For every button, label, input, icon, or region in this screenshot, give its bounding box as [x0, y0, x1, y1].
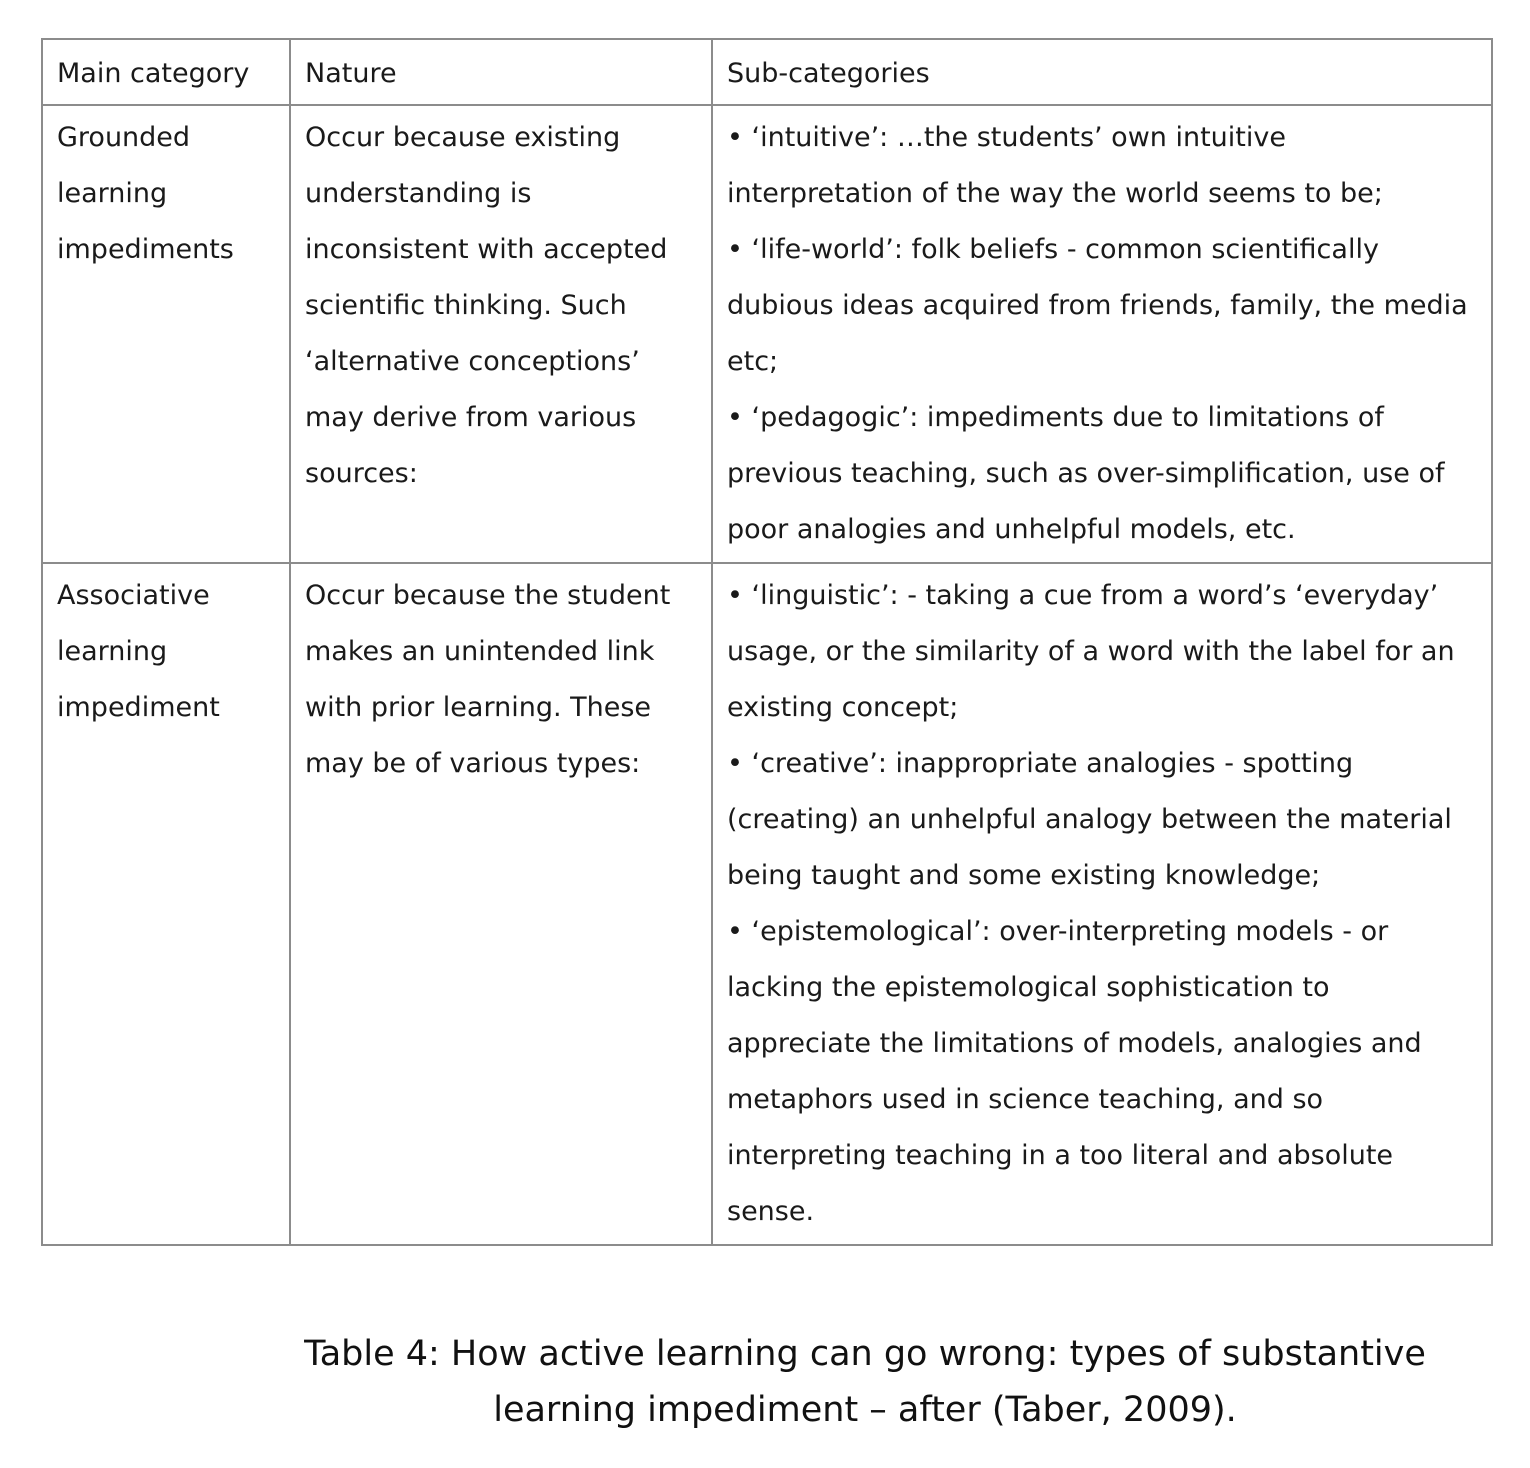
subcategory-linguistic: • ‘linguistic’: - taking a cue from a word’s ‘everyday’ usage, or the similarity of a word with the label for an existing concept; [727, 580, 1455, 723]
cell-nature: Occur because the student makes an unintended link with prior learning. These may be of various types: [290, 563, 712, 1245]
header-sub-categories: Sub-categories [712, 39, 1492, 105]
table-header-row [42, 39, 1492, 105]
impediments-table [41, 38, 1493, 1246]
cell-main-category: Associative learning impediment [42, 563, 290, 1245]
cell-sub-categories [712, 105, 1492, 563]
table-caption: Table 4: How active learning can go wrong: types of substantive learning impediment – after (Taber, 2009). [304, 1334, 1426, 1430]
subcategory-creative: • ‘creative’: inappropriate analogies - spotting (creating) an unhelpful analogy between the material being taught and some existing knowledge; [727, 748, 1452, 891]
subcategory-pedagogic: • ‘pedagogic’: impediments due to limitations of previous teaching, such as over-simplification, use of poor analogies and unhelpful models, etc. [727, 402, 1445, 545]
header-main-category: Main category [42, 39, 290, 105]
table-row [42, 563, 1492, 1245]
subcategory-intuitive: • ‘intuitive’: …the students’ own intuitive interpretation of the way the world seems to be; [727, 122, 1383, 209]
subcategory-life-world: • ‘life-world’: folk beliefs - common scientifically dubious ideas acquired from friends, family, the media etc; [727, 234, 1468, 377]
table-row [42, 105, 1492, 563]
header-nature: Nature [290, 39, 712, 105]
subcategory-epistemological: • ‘epistemological’: over-interpreting models - or lacking the epistemological sophistication to appreciate the limitations of models, analogies and metaphors used in science teaching, and so interpreting teaching in a too literal and absolute sense. [727, 916, 1422, 1227]
cell-nature: Occur because existing understanding is inconsistent with accepted scientific thinking. Such ‘alternative conceptions’ may derive from various sources: [290, 105, 712, 563]
cell-main-category: Grounded learning impediments [42, 105, 290, 563]
cell-sub-categories [712, 563, 1492, 1245]
